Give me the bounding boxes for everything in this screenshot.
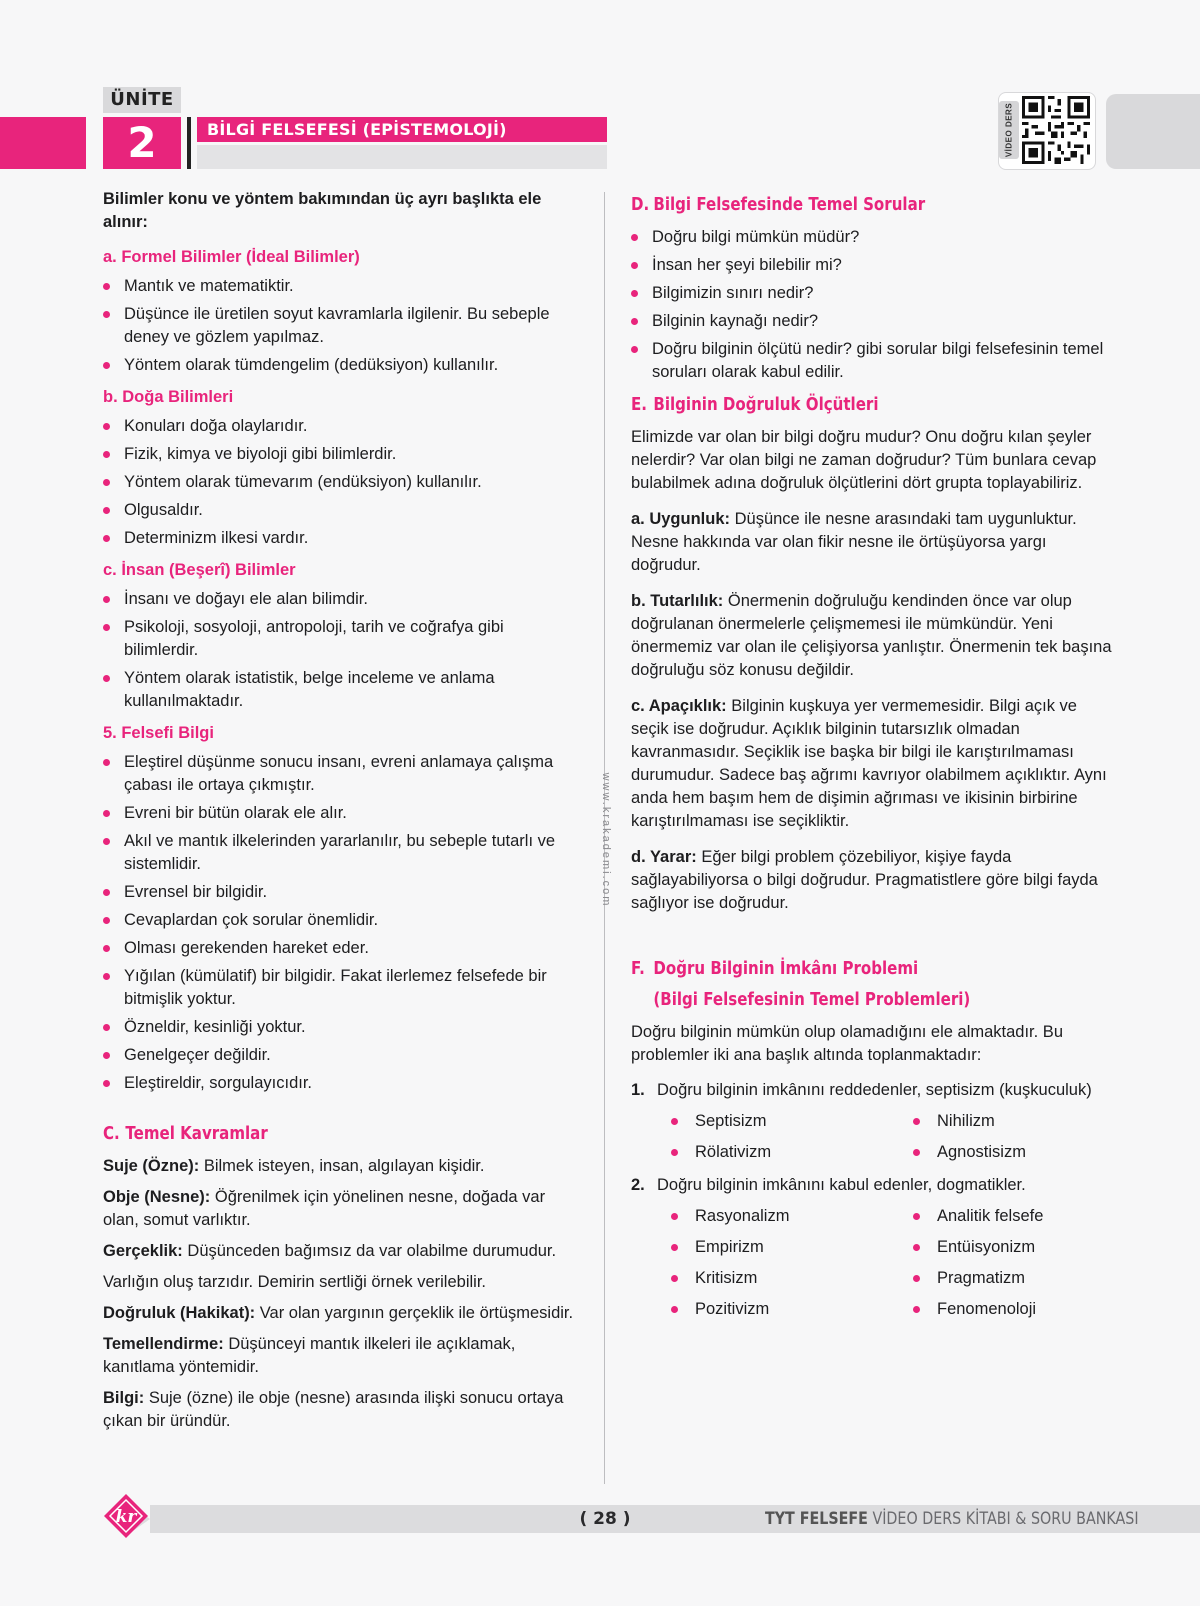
section-title: Bilgi Felsefesinde Temel Sorular [653,195,926,215]
list-item: Konuları doğa olaylarıdır. [103,415,578,438]
list-item: Yöntem olarak istatistik, belge inceleme ve anlama kullanılmaktadır. [103,667,578,713]
unit-number: 2 [103,117,181,169]
concept-term: Temellendirme: [103,1335,224,1353]
criterion-label: d. Yarar: [631,848,697,866]
criterion-label: a. Uygunluk: [631,510,731,528]
human-sciences-list [103,588,578,713]
chapter-title: BİLGİ FELSEFESİ (EPİSTEMOLOJİ) [197,117,607,142]
concept-definition: Var olan yargının gerçeklik ile örtüşmesidir. [255,1304,574,1322]
header-divider [187,117,191,169]
dogmatic-schools [671,1205,1116,1321]
list-item: Agnostisizm [913,1141,1113,1164]
subheading-philosophical-knowledge: 5. Felsefi Bilgi [103,724,214,742]
list-item: Olgusaldır. [103,499,578,522]
possibility-problem-intro: Doğru bilginin mümkün olup olamadığını ele almaktadır. Bu problemler iki ana başlık altında toplanmaktadır: [631,1023,1063,1064]
list-item: Mantık ve matematiktir. [103,275,578,298]
criterion-label: c. Apaçıklık: [631,697,727,715]
concept-definition: Öğrenilmek için yönelinen nesne, doğada var olan, somut varlıktır. [103,1188,546,1229]
concept-reality [103,1240,578,1263]
criterion-text: Düşünce ile nesne arasındaki tam uygunluktur. Nesne hakkında var olan fikir nesne ile örtüşüyorsa yargı doğrudur. [631,510,1077,574]
list-item: Analitik felsefe [913,1205,1113,1228]
concept-term: Doğruluk (Hakikat): [103,1304,256,1322]
list-item: Fizik, kimya ve biyoloji gibi bilimlerdir. [103,443,578,466]
natural-sciences-list [103,415,578,550]
section-letter: D. [631,195,650,215]
list-item: Doğru bilginin ölçütü nedir? gibi sorular bilgi felsefesinin temel soruları olarak kabul edilir. [631,338,1116,384]
criterion-label: b. Tutarlılık: [631,592,724,610]
video-lesson-label: VİDEO DERS [1004,102,1014,158]
criterion-correspondence [631,508,1116,577]
skeptic-schools [671,1110,1116,1164]
list-item: Bilginin kaynağı nedir? [631,310,1116,333]
possibility-problem-groups [631,1079,1116,1321]
section-subtitle-possibility-problem: (Bilgi Felsefesinin Temel Problemleri) [653,990,971,1010]
section-title: Doğru Bilginin İmkânı Problemi [653,959,919,979]
list-item: Empirizm [671,1236,913,1259]
group-text: Doğru bilginin imkânını reddedenler, septisizm (kuşkuculuk) [657,1081,1092,1099]
concept-term: Bilgi: [103,1389,145,1407]
list-item: Entüisyonizm [913,1236,1113,1259]
publisher-logo-icon [102,1492,150,1540]
criterion-evidence [631,695,1116,833]
logo-text: kr [115,1507,137,1527]
section-letter: F. [631,959,645,979]
concept-definition: Suje (özne) ile obje (nesne) arasında ilişki sonucu ortaya çıkan bir üründür. [103,1389,564,1430]
group-dogmatics [631,1174,1116,1321]
section-heading-truth-criteria [631,393,1048,418]
list-item: Evrensel bir bilgidir. [103,881,578,904]
left-column [103,188,578,1441]
list-item: Akıl ve mantık ilkelerinden yararlanılır, bu sebeple tutarlı ve sistemlidir. [103,830,578,876]
unit-label: ÜNİTE [103,87,181,113]
book-title-bold: TYT FELSEFE [764,1509,868,1529]
concept-justification [103,1333,578,1379]
group-number: 2. [631,1176,645,1194]
list-item: Nihilizm [913,1110,1113,1133]
list-item: Genelgeçer değildir. [103,1044,578,1067]
list-item: Yığılan (kümülatif) bir bilgidir. Fakat ilerlemez felsefede bir bitmişlik yoktur. [103,965,578,1011]
subheading-natural-sciences: b. Doğa Bilimleri [103,388,234,406]
list-item: Eleştireldir, sorgulayıcıdır. [103,1072,578,1095]
concept-definition: Düşünceyi mantık ilkeleri ile açıklamak, kanıtlama yöntemidir. [103,1335,516,1376]
concept-truth [103,1302,578,1325]
sciences-intro: Bilimler konu ve yöntem bakımından üç ayrı başlıkta ele alınır: [103,190,542,231]
concept-knowledge [103,1387,578,1433]
criterion-text: Bilginin kuşkuya yer vermemesidir. Bilgi açık ve seçik ise doğrudur. Açıklık bilginin tutarsızlık olmadan kavranmasıdır. Seçiklik ise başka bir bilgi ile karıştırılmaması durumudur. Sadece baş ağrımı kavrıyor olabilmem açıklıktır. Aynı anda hem başım hem de dişimin ağrıması ve ikisinin birbirine karıştırılmaması ise seçikliktir. [631,697,1107,830]
section-heading-basic-concepts [103,1122,512,1147]
concept-definition: Varlığın oluş tarzıdır. Demirin sertliği örnek verilebilir. [103,1273,486,1291]
right-column [631,193,1116,1331]
list-item: Yöntem olarak tümevarım (endüksiyon) kullanılır. [103,471,578,494]
basic-questions-list [631,226,1116,384]
section-title: Bilginin Doğruluk Ölçütleri [653,395,879,415]
list-item: Determinizm ilkesi vardır. [103,527,578,550]
list-item: Rölativizm [671,1141,913,1164]
section-heading-basic-questions [631,193,1048,218]
list-item: Rasyonalizm [671,1205,913,1228]
concept-subject [103,1155,578,1178]
list-item: Yöntem olarak tümdengelim (dedüksiyon) kullanılır. [103,354,578,377]
subheading-formal-sciences: a. Formel Bilimler (İdeal Bilimler) [103,248,360,266]
header-accent-right [1106,94,1200,169]
list-item: Septisizm [671,1110,913,1133]
concept-reality-note [103,1271,578,1294]
list-item: Düşünce ile üretilen soyut kavramlarla ilgilenir. Bu sebeple deney ve gözlem yapılmaz. [103,303,578,349]
list-item: Pozitivizm [671,1298,913,1321]
video-lesson-tag [999,101,1019,159]
header-accent-left [0,117,86,169]
list-item: Pragmatizm [913,1267,1113,1290]
criterion-text: Eğer bilgi problem çözebiliyor, kişiye fayda sağlayabiliyorsa o bilgi doğrudur. Pragmatistlere göre bilgi fayda sağlıyor ise doğrudur. [631,848,1098,912]
section-title: Temel Kavramlar [125,1124,268,1144]
concept-term: Obje (Nesne): [103,1188,211,1206]
list-item: Bilgimizin sınırı nedir? [631,282,1116,305]
criterion-text: Önermenin doğruluğu kendinden önce var olup doğrulanan önermelerle çelişmemesi ile mümkündür. Yeni önermemiz var olan ile çelişiyorsa yanlıştır. Önermenin tek başına doğruluğu söz konusu değildir. [631,592,1112,679]
subheading-human-sciences: c. İnsan (Beşerî) Bilimler [103,561,296,579]
list-item: Evreni bir bütün olarak ele alır. [103,802,578,825]
criterion-utility [631,846,1116,915]
concept-object [103,1186,578,1232]
list-item: Özneldir, kesinliği yoktur. [103,1016,578,1039]
list-item: İnsanı ve doğayı ele alan bilimdir. [103,588,578,611]
list-item: İnsan her şeyi bilebilir mi? [631,254,1116,277]
concept-definition: Düşünceden bağımsız da var olabilme durumudur. [182,1242,557,1260]
criterion-coherence [631,590,1116,682]
book-title [764,1505,1139,1533]
concept-term: Gerçeklik: [103,1242,183,1260]
section-letter: C. [103,1124,120,1144]
concept-definition: Bilmek isteyen, insan, algılayan kişidir. [199,1157,485,1175]
list-item: Doğru bilgi mümkün müdür? [631,226,1116,249]
qr-code-icon[interactable] [1022,96,1090,164]
philosophical-knowledge-list [103,751,578,1095]
list-item: Fenomenoloji [913,1298,1113,1321]
list-item: Kritisizm [671,1267,913,1290]
side-url [596,768,616,912]
list-item: Eleştirel düşünme sonucu insanı, evreni anlamaya çalışma çabası ile ortaya çıkmıştır. [103,751,578,797]
group-number: 1. [631,1081,645,1099]
chapter-title-underbar [197,145,607,169]
side-url-text: www.krakademi.com [600,772,612,908]
group-skeptics [631,1079,1116,1164]
truth-criteria-intro: Elimizde var olan bir bilgi doğru mudur? Onu doğru kılan şeyler nelerdir? Var olan bilgi ne zaman doğrudur? Tüm bunlara cevap bulabilmek adına doğruluk ölçütlerini dört grupta toplayabiliriz. [631,428,1097,492]
list-item: Psikoloji, sosyoloji, antropoloji, tarih ve coğrafya gibi bilimlerdir. [103,616,578,662]
concept-term: Suje (Özne): [103,1157,200,1175]
formal-sciences-list [103,275,578,377]
section-heading-possibility-problem [631,957,1048,982]
page-number: ( 28 ) [579,1509,631,1529]
list-item: Olması gerekenden hareket eder. [103,937,578,960]
list-item: Cevaplardan çok sorular önemlidir. [103,909,578,932]
group-text: Doğru bilginin imkânını kabul edenler, dogmatikler. [657,1176,1026,1194]
book-title-rest: VİDEO DERS KİTABI & SORU BANKASI [867,1509,1139,1529]
section-letter: E. [631,395,648,415]
